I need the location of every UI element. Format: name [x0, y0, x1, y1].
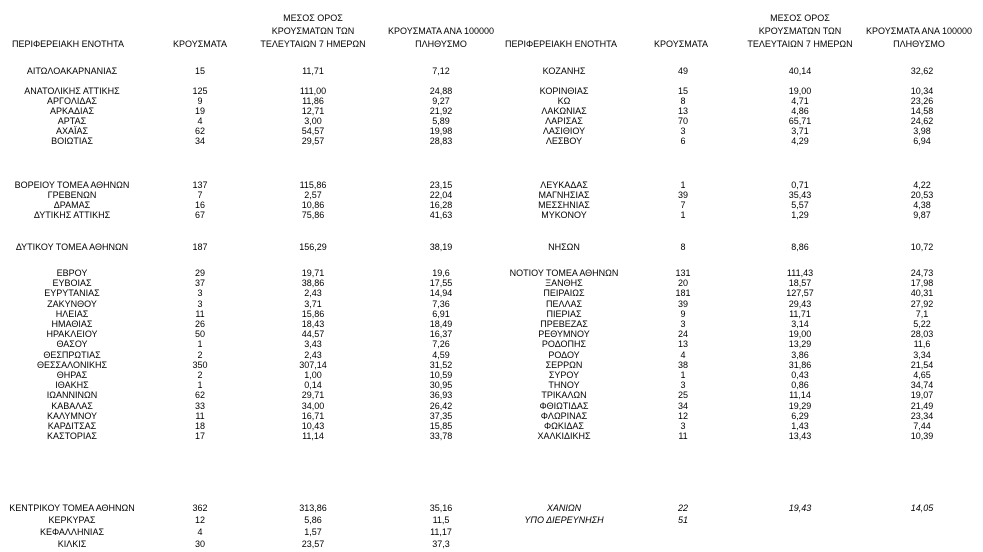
- left-row-11-cases: 187: [192, 242, 208, 252]
- right-row-24-cases: 25: [677, 390, 689, 401]
- right-row-16-per: 7,1: [915, 308, 929, 319]
- right-row-2-region: ΚΩ: [557, 96, 571, 106]
- right-row-19-region: ΡΟΔΟΠΗΣ: [541, 339, 587, 350]
- left-row-17-region: ΗΜΑΘΙΑΣ: [51, 319, 93, 329]
- right-row-23-per: 34,74: [910, 380, 934, 391]
- right-row-18-per: 28,03: [910, 329, 934, 340]
- left-row-23-per: 30,95: [429, 380, 453, 391]
- right-row-13-cases: 20: [677, 278, 689, 289]
- right-row-26-per: 23,34: [910, 410, 934, 421]
- right-row-10-region: ΜΥΚΟΝΟΥ: [541, 210, 587, 220]
- right-row-27-region: ΦΩΚΙΔΑΣ: [544, 421, 584, 431]
- right-row-25-cases: 34: [677, 400, 689, 411]
- left-row-10-region: ΔΥΤΙΚΗΣ ΑΤΤΙΚΗΣ: [33, 210, 111, 220]
- left-row-3-per: 21,92: [429, 106, 453, 116]
- left-row-20-avg: 2,43: [304, 349, 322, 360]
- left-row-22-region: ΘΗΡΑΣ: [56, 370, 88, 380]
- right-header-avg-line3: ΤΕΛΕΥΤΑΙΩΝ 7 ΗΜΕΡΩΝ: [747, 39, 853, 49]
- left-row-30-avg: 5,86: [304, 515, 322, 525]
- right-row-24-avg: 11,14: [789, 390, 811, 401]
- left-row-12-per: 19,6: [432, 268, 450, 278]
- left-row-13-avg: 38,86: [301, 278, 325, 289]
- left-row-3-region: ΑΡΚΑΔΙΑΣ: [49, 106, 95, 116]
- left-row-28-cases: 17: [194, 431, 206, 442]
- left-row-16-region: ΗΛΕΙΑΣ: [55, 308, 89, 319]
- right-row-1-avg: 19,00: [788, 86, 812, 96]
- left-row-15-region: ΖΑΚΥΝΘΟΥ: [47, 298, 97, 309]
- right-row-9-region: ΜΕΣΣΗΝΙΑΣ: [538, 200, 590, 210]
- left-row-13-region: ΕΥΒΟΙΑΣ: [52, 278, 92, 289]
- right-header-avg-line2: ΚΡΟΥΣΜΑΤΩΝ ΤΩΝ: [758, 26, 842, 36]
- left-row-17-avg: 18,43: [301, 319, 325, 329]
- right-row-5-cases: 3: [680, 126, 686, 136]
- left-row-7-region: ΒΟΡΕΙΟΥ ΤΟΜΕΑ ΑΘΗΝΩΝ: [14, 180, 130, 190]
- right-row-15-region: ΠΕΛΛΑΣ: [545, 298, 583, 309]
- right-row-5-per: 3,98: [913, 126, 931, 136]
- left-row-1-per: 24,88: [429, 86, 453, 96]
- left-header-per100k-line1: ΚΡΟΥΣΜΑΤΑ ΑΝΑ 100000: [388, 26, 494, 36]
- left-row-10-avg: 75,86: [301, 210, 325, 220]
- left-row-20-cases: 2: [197, 349, 203, 360]
- right-row-20-avg: 3,86: [791, 349, 809, 360]
- right-row-19-cases: 13: [677, 339, 689, 350]
- left-row-27-region: ΚΑΡΔΙΤΣΑΣ: [47, 421, 97, 431]
- left-row-22-per: 10,59: [429, 370, 453, 380]
- left-row-18-avg: 44,57: [301, 329, 325, 340]
- left-row-4-avg: 3,00: [304, 116, 322, 126]
- right-row-27-cases: 3: [680, 421, 686, 431]
- right-row-6-region: ΛΕΣΒΟΥ: [545, 136, 583, 146]
- right-row-17-cases: 3: [680, 319, 686, 329]
- left-row-15-avg: 3,71: [304, 298, 322, 309]
- left-row-25-cases: 33: [194, 400, 206, 411]
- left-header-avg-line3: ΤΕΛΕΥΤΑΙΩΝ 7 ΗΜΕΡΩΝ: [260, 39, 366, 49]
- left-row-27-cases: 18: [194, 421, 206, 431]
- left-row-24-region: ΙΩΑΝΝΙΝΩΝ: [46, 390, 98, 401]
- right-row-29-avg: 19,43: [788, 503, 812, 513]
- left-row-19-per: 7,26: [432, 339, 450, 350]
- left-row-29-per: 35,16: [429, 503, 453, 513]
- left-row-17-per: 18,49: [429, 319, 453, 329]
- right-row-9-cases: 7: [680, 200, 686, 210]
- right-row-3-per: 14,58: [910, 106, 934, 116]
- left-header-avg-line2: ΚΡΟΥΣΜΑΤΩΝ ΤΩΝ: [271, 26, 355, 36]
- left-row-32-avg: 23,57: [301, 539, 325, 549]
- left-row-0-avg: 11,71: [302, 66, 324, 76]
- left-row-32-cases: 30: [194, 539, 206, 549]
- left-row-1-cases: 125: [192, 86, 208, 96]
- right-row-17-region: ΠΡΕΒΕΖΑΣ: [540, 319, 588, 329]
- left-row-24-avg: 29,71: [301, 390, 325, 401]
- right-row-1-cases: 15: [677, 86, 689, 96]
- right-row-5-avg: 3,71: [791, 126, 809, 136]
- right-row-29-cases: 22: [677, 503, 689, 513]
- right-row-22-cases: 1: [680, 370, 686, 380]
- right-header-per100k-line1: ΚΡΟΥΣΜΑΤΑ ΑΝΑ 100000: [866, 26, 972, 36]
- left-row-14-per: 14,94: [429, 288, 453, 299]
- left-row-2-avg: 11,86: [302, 96, 324, 106]
- left-row-19-avg: 3,43: [304, 339, 322, 350]
- left-row-6-region: ΒΟΙΩΤΙΑΣ: [51, 136, 93, 146]
- right-row-7-avg: 0,71: [791, 180, 809, 190]
- right-row-7-region: ΛΕΥΚΑΔΑΣ: [540, 180, 588, 190]
- left-row-14-region: ΕΥΡΥΤΑΝΙΑΣ: [44, 288, 100, 299]
- right-row-12-cases: 131: [675, 268, 691, 278]
- right-row-4-region: ΛΑΡΙΣΑΣ: [545, 116, 583, 126]
- right-row-2-cases: 8: [680, 96, 686, 106]
- right-row-25-avg: 19,29: [788, 400, 812, 411]
- left-row-7-per: 23,15: [429, 180, 453, 190]
- left-row-14-avg: 2,43: [304, 288, 322, 299]
- left-row-9-region: ΔΡΑΜΑΣ: [53, 200, 91, 210]
- left-row-6-cases: 34: [194, 136, 206, 146]
- left-row-26-avg: 16,71: [301, 410, 325, 421]
- left-row-7-cases: 137: [192, 180, 208, 190]
- left-row-29-cases: 362: [192, 503, 208, 513]
- left-row-12-region: ΕΒΡΟΥ: [56, 268, 88, 278]
- right-row-21-region: ΣΕΡΡΩΝ: [545, 359, 583, 370]
- left-row-21-per: 31,52: [429, 359, 453, 370]
- left-row-26-per: 37,35: [429, 410, 453, 421]
- right-row-10-avg: 1,29: [791, 210, 809, 220]
- left-row-16-cases: 11: [195, 308, 205, 319]
- right-row-10-per: 9,87: [913, 210, 931, 220]
- left-row-29-avg: 313,86: [299, 503, 327, 513]
- right-row-28-cases: 11: [678, 431, 688, 442]
- left-row-13-cases: 37: [194, 278, 206, 289]
- right-row-21-cases: 38: [677, 359, 689, 370]
- right-row-30-cases: 51: [677, 515, 689, 525]
- left-row-26-cases: 11: [195, 410, 205, 421]
- right-row-29-region: ΧΑΝΙΩΝ: [546, 503, 582, 513]
- right-row-8-cases: 39: [677, 190, 689, 200]
- right-row-18-region: ΡΕΘΥΜΝΟΥ: [538, 329, 590, 340]
- right-row-24-region: ΤΡΙΚΑΛΩΝ: [541, 390, 587, 401]
- left-row-9-per: 16,28: [429, 200, 453, 210]
- right-row-17-per: 5,22: [913, 319, 931, 329]
- left-row-21-region: ΘΕΣΣΑΛΟΝΙΚΗΣ: [36, 359, 108, 370]
- right-row-2-avg: 4,71: [791, 96, 809, 106]
- right-row-15-avg: 29,43: [788, 298, 812, 309]
- left-row-21-avg: 307,14: [299, 359, 327, 370]
- right-row-1-per: 10,34: [910, 86, 934, 96]
- right-row-27-avg: 1,43: [791, 421, 809, 431]
- left-row-10-per: 41,63: [429, 210, 453, 220]
- left-row-24-per: 36,93: [429, 390, 453, 401]
- right-row-6-cases: 6: [680, 136, 686, 146]
- right-row-11-cases: 8: [680, 242, 686, 252]
- left-row-16-per: 6,91: [432, 308, 450, 319]
- left-row-6-per: 28,83: [429, 136, 453, 146]
- right-row-29-per: 14,05: [910, 503, 934, 513]
- right-row-9-avg: 5,57: [791, 200, 809, 210]
- left-row-15-per: 7,36: [432, 298, 450, 309]
- left-row-25-region: ΚΑΒΑΛΑΣ: [51, 400, 93, 411]
- left-row-5-region: ΑΧΑΪΑΣ: [55, 126, 89, 136]
- right-header-region: ΠΕΡΙΦΕΡΕΙΑΚΗ ΕΝΟΤΗΤΑ: [504, 39, 618, 49]
- left-row-22-avg: 1,00: [304, 370, 322, 380]
- left-header-cases: ΚΡΟΥΣΜΑΤΑ: [173, 39, 227, 49]
- right-row-15-cases: 39: [677, 298, 689, 309]
- right-row-11-avg: 8,86: [791, 242, 809, 252]
- right-row-20-per: 3,34: [913, 349, 931, 360]
- right-row-20-cases: 4: [680, 349, 686, 360]
- left-row-11-avg: 156,29: [299, 242, 327, 252]
- left-row-12-avg: 19,71: [301, 268, 325, 278]
- right-row-12-per: 24,73: [910, 268, 934, 278]
- right-row-23-cases: 3: [680, 380, 686, 391]
- left-row-7-avg: 115,86: [299, 180, 327, 190]
- left-row-5-avg: 54,57: [301, 126, 325, 136]
- left-row-14-cases: 3: [197, 288, 203, 299]
- left-row-30-region: ΚΕΡΚΥΡΑΣ: [48, 515, 96, 525]
- right-row-0-avg: 40,14: [788, 66, 812, 76]
- left-row-28-per: 33,78: [429, 431, 453, 442]
- left-row-10-cases: 67: [194, 210, 206, 220]
- left-row-1-region: ΑΝΑΤΟΛΙΚΗΣ ΑΤΤΙΚΗΣ: [24, 86, 120, 96]
- right-row-17-avg: 3,14: [791, 319, 809, 329]
- right-row-14-per: 40,31: [910, 288, 934, 299]
- left-row-19-region: ΘΑΣΟΥ: [56, 339, 88, 350]
- left-row-17-cases: 26: [194, 319, 206, 329]
- left-row-18-per: 16,37: [429, 329, 453, 340]
- right-row-0-cases: 49: [677, 66, 689, 76]
- right-row-3-region: ΛΑΚΩΝΙΑΣ: [541, 106, 587, 116]
- right-row-30-region: ΥΠΟ ΔΙΕΡΕΥΝΗΣΗ: [524, 515, 604, 525]
- left-row-2-per: 9,27: [432, 96, 450, 106]
- right-row-26-region: ΦΛΩΡΙΝΑΣ: [540, 410, 588, 421]
- right-row-26-cases: 12: [677, 410, 689, 421]
- right-row-28-per: 10,39: [910, 431, 934, 442]
- right-row-27-per: 7,44: [913, 421, 931, 431]
- right-row-13-per: 17,98: [910, 278, 934, 289]
- right-row-28-avg: 13,43: [788, 431, 812, 442]
- right-row-28-region: ΧΑΛΚΙΔΙΚΗΣ: [537, 431, 591, 442]
- left-row-4-cases: 4: [197, 116, 203, 126]
- right-row-7-cases: 1: [680, 180, 686, 190]
- left-row-31-per: 11,17: [430, 527, 452, 537]
- left-row-5-per: 19,98: [429, 126, 453, 136]
- left-row-29-region: ΚΕΝΤΡΙΚΟΥ ΤΟΜΕΑ ΑΘΗΝΩΝ: [9, 503, 135, 513]
- right-row-1-region: ΚΟΡΙΝΘΙΑΣ: [539, 86, 589, 96]
- left-row-4-region: ΑΡΤΑΣ: [57, 116, 87, 126]
- right-row-3-avg: 4,86: [791, 106, 809, 116]
- right-row-8-avg: 35,43: [788, 190, 812, 200]
- left-row-8-cases: 7: [197, 190, 203, 200]
- left-row-30-per: 11,5: [432, 515, 450, 525]
- right-row-16-region: ΠΙΕΡΙΑΣ: [546, 308, 582, 319]
- right-row-20-region: ΡΟΔΟΥ: [548, 349, 580, 360]
- left-row-9-avg: 10,86: [301, 200, 325, 210]
- left-header-region: ΠΕΡΙΦΕΡΕΙΑΚΗ ΕΝΟΤΗΤΑ: [11, 39, 125, 49]
- left-row-23-region: ΙΘΑΚΗΣ: [55, 380, 89, 391]
- right-row-6-avg: 4,29: [791, 136, 809, 146]
- right-row-18-cases: 24: [677, 329, 689, 340]
- left-row-2-region: ΑΡΓΟΛΙΔΑΣ: [47, 96, 97, 106]
- right-row-21-per: 21,54: [910, 359, 934, 370]
- right-row-25-per: 21,49: [910, 400, 934, 411]
- left-row-27-avg: 10,43: [301, 421, 325, 431]
- right-row-0-per: 32,62: [910, 66, 934, 76]
- left-header-avg-line1: ΜΕΣΟΣ ΟΡΟΣ: [283, 13, 343, 23]
- right-row-23-region: ΤΗΝΟΥ: [548, 380, 580, 391]
- left-row-19-cases: 1: [197, 339, 203, 350]
- right-row-22-avg: 0,43: [791, 370, 809, 380]
- right-row-13-region: ΞΑΝΘΗΣ: [545, 278, 583, 289]
- right-row-11-per: 10,72: [910, 242, 934, 252]
- left-row-11-region: ΔΥΤΙΚΟΥ ΤΟΜΕΑ ΑΘΗΝΩΝ: [15, 242, 129, 252]
- left-row-8-region: ΓΡΕΒΕΝΩΝ: [47, 190, 97, 200]
- right-row-8-per: 20,53: [910, 190, 934, 200]
- right-header-avg-line1: ΜΕΣΟΣ ΟΡΟΣ: [770, 13, 830, 23]
- right-header-per100k-line2: ΠΛΗΘΥΣΜΟ: [893, 39, 945, 49]
- right-row-22-region: ΣΥΡΟΥ: [548, 370, 580, 380]
- right-row-24-per: 19,07: [910, 390, 934, 401]
- left-row-32-per: 37,3: [432, 539, 450, 549]
- right-row-4-per: 24,62: [910, 116, 934, 126]
- left-row-13-per: 17,55: [429, 278, 453, 289]
- left-row-25-per: 26,42: [429, 400, 453, 411]
- left-row-6-avg: 29,57: [301, 136, 325, 146]
- left-row-32-region: ΚΙΛΚΙΣ: [57, 539, 87, 549]
- left-row-11-per: 38,19: [429, 242, 453, 252]
- left-row-0-region: ΑΙΤΩΛΟΑΚΑΡΝΑΝΙΑΣ: [26, 66, 118, 76]
- left-row-15-cases: 3: [197, 298, 203, 309]
- left-row-0-cases: 15: [194, 66, 206, 76]
- right-row-7-per: 4,22: [913, 180, 931, 190]
- right-row-11-region: ΝΗΣΩΝ: [548, 242, 580, 252]
- right-row-9-per: 4,38: [913, 200, 931, 210]
- left-row-8-avg: 2,57: [304, 190, 322, 200]
- left-row-20-per: 4,59: [432, 349, 450, 360]
- right-row-16-cases: 9: [680, 308, 686, 319]
- right-row-10-cases: 1: [680, 210, 686, 220]
- right-row-12-region: ΝΟΤΙΟΥ ΤΟΜΕΑ ΑΘΗΝΩΝ: [509, 268, 619, 278]
- left-row-18-region: ΗΡΑΚΛΕΙΟΥ: [46, 329, 98, 340]
- right-row-25-region: ΦΘΙΩΤΙΔΑΣ: [539, 400, 589, 411]
- left-row-22-cases: 2: [197, 370, 203, 380]
- left-row-31-region: ΚΕΦΑΛΛΗΝΙΑΣ: [39, 527, 105, 537]
- right-row-14-region: ΠΕΙΡΑΙΩΣ: [543, 288, 585, 299]
- left-row-2-cases: 9: [197, 96, 203, 106]
- right-row-14-cases: 181: [675, 288, 691, 299]
- right-row-21-avg: 31,86: [788, 359, 812, 370]
- right-row-4-avg: 65,71: [788, 116, 812, 126]
- right-row-2-per: 23,26: [910, 96, 934, 106]
- left-row-31-cases: 4: [197, 527, 203, 537]
- left-row-21-cases: 350: [192, 359, 208, 370]
- left-header-per100k-line2: ΠΛΗΘΥΣΜΟ: [415, 39, 467, 49]
- right-row-13-avg: 18,57: [788, 278, 812, 289]
- right-row-23-avg: 0,86: [791, 380, 809, 391]
- left-row-28-region: ΚΑΣΤΟΡΙΑΣ: [47, 431, 97, 442]
- left-row-23-cases: 1: [197, 380, 203, 391]
- left-row-9-cases: 16: [194, 200, 206, 210]
- right-row-26-avg: 6,29: [791, 410, 809, 421]
- right-row-19-avg: 13,29: [788, 339, 812, 350]
- left-row-24-cases: 62: [194, 390, 206, 401]
- right-row-12-avg: 111,43: [786, 268, 814, 278]
- left-row-26-region: ΚΑΛΥΜΝΟΥ: [46, 410, 98, 421]
- left-row-30-cases: 12: [194, 515, 206, 525]
- left-row-16-avg: 15,86: [301, 308, 325, 319]
- right-row-6-per: 6,94: [913, 136, 931, 146]
- left-row-1-avg: 111,00: [299, 86, 327, 96]
- right-row-14-avg: 127,57: [786, 288, 814, 299]
- right-row-4-cases: 70: [677, 116, 689, 126]
- right-row-15-per: 27,92: [910, 298, 934, 309]
- left-row-27-per: 15,85: [429, 421, 453, 431]
- right-row-22-per: 4,65: [913, 370, 931, 380]
- left-row-0-per: 7,12: [432, 66, 450, 76]
- left-row-4-per: 5,89: [432, 116, 450, 126]
- right-row-16-avg: 11,71: [789, 308, 811, 319]
- right-row-0-region: ΚΟΖΑΝΗΣ: [542, 66, 586, 76]
- left-row-3-avg: 12,71: [301, 106, 325, 116]
- left-row-12-cases: 29: [194, 268, 206, 278]
- left-row-25-avg: 34,00: [301, 400, 325, 411]
- left-row-28-avg: 11,14: [302, 431, 324, 442]
- right-header-cases: ΚΡΟΥΣΜΑΤΑ: [654, 39, 708, 49]
- left-row-3-cases: 19: [194, 106, 206, 116]
- right-row-8-region: ΜΑΓΝΗΣΙΑΣ: [538, 190, 590, 200]
- left-row-8-per: 22,04: [429, 190, 453, 200]
- left-row-5-cases: 62: [194, 126, 206, 136]
- left-row-31-avg: 1,57: [304, 527, 322, 537]
- left-row-20-region: ΘΕΣΠΡΩΤΙΑΣ: [43, 349, 101, 360]
- right-row-18-avg: 19,00: [788, 329, 812, 340]
- right-row-5-region: ΛΑΣΙΘΙΟΥ: [542, 126, 586, 136]
- right-row-19-per: 11,6: [913, 339, 931, 350]
- left-row-23-avg: 0,14: [304, 380, 322, 391]
- right-row-3-cases: 13: [677, 106, 689, 116]
- left-row-18-cases: 50: [194, 329, 206, 340]
